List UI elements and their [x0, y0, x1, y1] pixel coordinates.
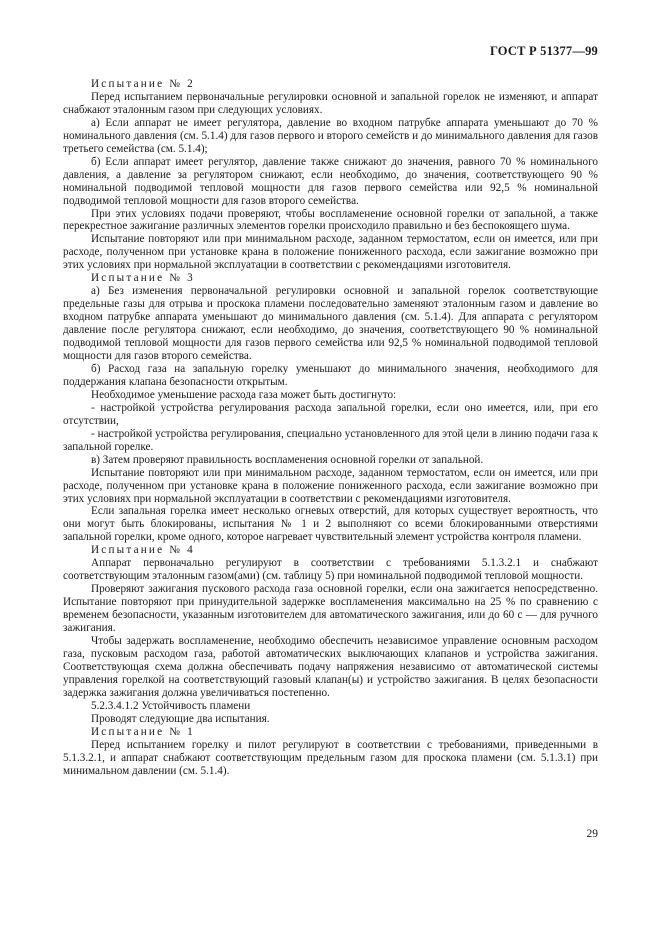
paragraph: в) Затем проверяют правильность воспламенения основной горелки от запальной.: [91, 453, 484, 466]
paragraph: Перед испытанием горелку и пилот регулируют в соответствии с требованиями, приведенными в 5.1.3.2.1, и аппарат снабжают соответствующим предельным газом для проскока пламени (см. 5.1.3.1) при минимальном давлении (см. 5.1.4).: [63, 738, 598, 777]
paragraph: а) Если аппарат не имеет регулятора, давление во входном патрубке аппарата уменьшают до 70 % номинального давления (см. 5.1.4) для газов первого и второго семейств и до минимального давления для газов третьего семейства (см. 5.1.4);: [63, 116, 598, 155]
paragraph: Проводят следующие два испытания.: [91, 712, 270, 725]
document-body: [63, 78, 598, 777]
paragraph: Если запальная горелка имеет несколько огневых отверстий, для которых существует вероятность, что они могут быть блокированы, испытания № 1 и 2 выполняют со всеми блокированными отверстиями запальной горелки, кроме одного, которое нагревает чувствительный элемент устройства контроля пламени.: [63, 505, 598, 544]
test-heading: Испытание № 4: [91, 544, 195, 557]
test-heading: Испытание № 2: [91, 78, 195, 90]
paragraph: - настройкой устройства регулирования расхода запальной горелки, если оно имеется, или, при его отсутствии,: [63, 401, 598, 427]
page-number: 29: [586, 828, 598, 840]
test-heading: Испытание № 3: [91, 272, 195, 285]
paragraph: б) Расход газа на запальную горелку уменьшают до минимального значения, необходимого для поддержания клапана безопасности открытым.: [63, 362, 598, 388]
standard-header: ГОСТ Р 51377—99: [489, 44, 598, 58]
paragraph: Перед испытанием первоначальные регулировки основной и запальной горелок не изменяют, и аппарат снабжают эталонным газом при следующих условиях.: [63, 90, 598, 116]
section-subheading: 5.2.3.4.1.2 Устойчивость пламени: [91, 699, 251, 712]
paragraph: а) Без изменения первоначальной регулировки основной и запальной горелок соответствующие предельные газы для отрыва и проскока пламени последовательно заменяют эталонным газом и давление во входном патрубке аппарата уменьшают до минимального давления (см. 5.1.4). Для аппарата с регулятором давление после регулятора снижают, если необходимо, до значения, соответствующего 90 % номинальной подводимой тепловой мощности для газов первого семейства или 92,5 % номинальной подводимой тепловой мощности для газов второго семейства.: [63, 285, 598, 363]
test-heading: Испытание № 1: [91, 725, 195, 738]
paragraph: Чтобы задержать воспламенение, необходимо обеспечить независимое управление основным расходом газа, пусковым расходом газа, работой автоматических выключающих клапанов и устройства зажигания. Соответствующая схема должна обеспечивать подачу напряжения независимо от автоматической системы управления горелкой на соответствующий газовый клапан(ы) и устройство зажигания. В целях безопасности задержка зажигания должна увеличиваться постепенно.: [63, 634, 598, 699]
paragraph: - настройкой устройства регулирования, специально установленного для этой цели в линию подачи газа к запальной горелке.: [63, 427, 598, 453]
paragraph: Аппарат первоначально регулируют в соответствии с требованиями 5.1.3.2.1 и снабжают соответствующим эталонным газом(ами) (см. таблицу 5) при номинальной подводимой тепловой мощности.: [63, 557, 598, 583]
paragraph: б) Если аппарат имеет регулятор, давление также снижают до значения, равного 70 % номинального давления, а давление за регулятором снижают, если необходимо, до значения, соответствующего 90 % номинальной подводимой тепловой мощности для газов первого семейства или 92,5 % номинальной подводимой тепловой мощности для газов второго семейства.: [63, 155, 598, 207]
paragraph: Испытание повторяют или при минимальном расходе, заданном термостатом, если он имеется, или при расходе, полученном при установке крана в положение пониженного расхода, если зажигание возможно при этих условиях при нормальной эксплуатации в соответствии с рекомендациями изготовителя.: [63, 466, 598, 505]
paragraph: При этих условиях подачи проверяют, чтобы воспламенение основной горелки от запальной, а также перекрестное зажигание различных элементов горелки происходило правильно и без беспокоящего шума.: [63, 207, 598, 233]
paragraph: Необходимое уменьшение расхода газа может быть достигнуто:: [91, 388, 397, 401]
paragraph: Проверяют зажигания пускового расхода газа основной горелки, если она зажигается непосредственно. Испытание повторяют при принудительной задержке воспламенения максимально на 25 % по сравнению с временем безопасности, указанным изготовителем для автоматического зажигания, или до 60 с — для ручного зажигания.: [63, 583, 598, 635]
paragraph: Испытание повторяют или при минимальном расходе, заданном термостатом, если он имеется, или при расходе, полученном при установке крана в положение пониженного расхода, если зажигание возможно при этих условиях при нормальной эксплуатации в соответствии с рекомендациями изготовителя.: [63, 233, 598, 272]
